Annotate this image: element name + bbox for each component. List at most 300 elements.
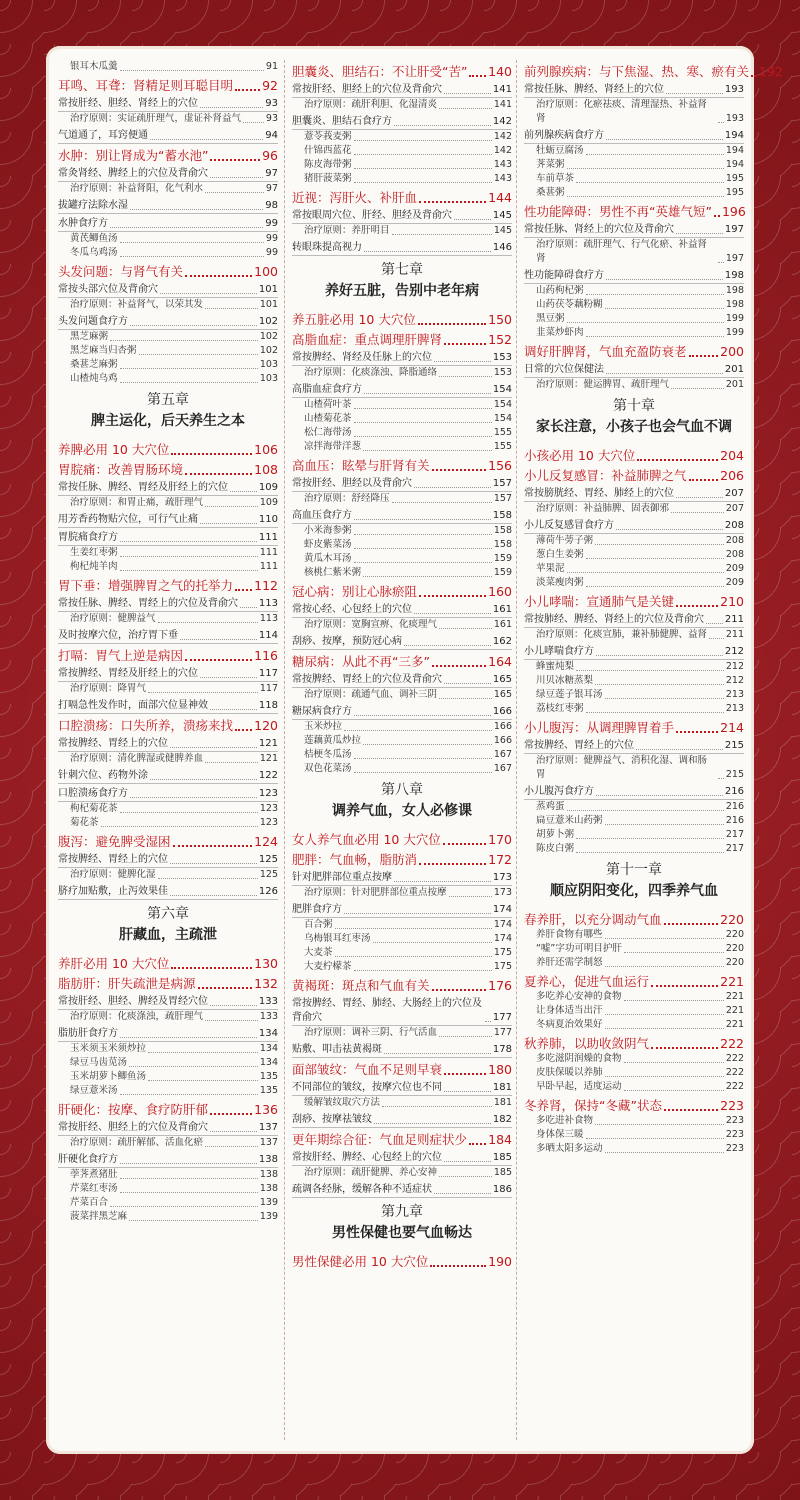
dot-leader [439,108,492,109]
toc-item[interactable] [524,220,744,238]
toc-subitem[interactable] [524,158,744,172]
toc-subitem[interactable] [58,496,278,510]
toc-page-number: 123 [258,788,278,799]
toc-subitem[interactable] [292,144,512,158]
toc-page-number: 161 [492,604,512,615]
toc-subitem[interactable] [58,112,278,126]
toc-page-number: 162 [492,636,512,647]
dot-leader [439,628,492,629]
dot-leader [130,325,257,326]
toc-item[interactable] [292,1078,512,1096]
toc-entry-title: 治疗原则：疏肝健脾、养心安神 [304,1167,438,1178]
toc-subitem[interactable] [524,942,744,956]
toc-page-number: 211 [724,614,744,625]
toc-section[interactable] [58,260,278,280]
toc-section[interactable] [292,580,512,600]
toc-section[interactable] [58,952,278,972]
toc-subitem[interactable] [524,312,744,326]
toc-item[interactable] [292,112,512,130]
chapter-number: 第八章 [381,782,423,798]
toc-item[interactable] [58,1118,278,1136]
dot-leader [139,354,258,355]
toc-subitem[interactable] [292,960,512,974]
toc-page-number: 220 [725,929,744,940]
toc-subitem[interactable] [292,538,512,552]
toc-subitem[interactable] [524,956,744,970]
toc-entry-title: 冬病夏治效果好 [536,1019,603,1030]
chapter-title: 调养气血，女人必修课 [332,803,472,819]
toc-page-number: 223 [725,1129,744,1140]
toc-section[interactable] [292,186,512,206]
dot-leader [158,878,258,879]
toc-section[interactable] [58,458,278,478]
toc-subitem[interactable] [292,618,512,632]
toc-section[interactable] [292,1250,512,1270]
toc-page-number: 93 [265,98,278,109]
toc-item[interactable] [292,1180,512,1198]
toc-subitem[interactable] [292,492,512,506]
toc-item[interactable] [58,94,278,112]
toc-subitem[interactable] [292,224,512,238]
toc-subitem[interactable] [524,754,744,782]
toc-item[interactable] [58,280,278,298]
toc-section[interactable] [524,340,744,360]
toc-subitem[interactable] [524,990,744,1004]
toc-section[interactable] [58,438,278,458]
toc-page-number: 197 [724,224,744,235]
toc-item[interactable] [524,642,744,660]
toc-item[interactable] [58,784,278,802]
toc-subitem[interactable] [58,1056,278,1070]
toc-subitem[interactable] [58,868,278,882]
toc-section[interactable] [58,1098,278,1118]
toc-entry-title: 玉米胡萝卜鲫鱼汤 [70,1071,147,1082]
toc-item[interactable] [58,528,278,546]
toc-page-number: 215 [724,740,744,751]
toc-section[interactable] [292,1058,512,1078]
toc-page-number: 196 [721,204,746,219]
toc-item[interactable] [58,1024,278,1042]
toc-item[interactable] [292,670,512,688]
toc-subitem[interactable] [292,1026,512,1040]
dot-leader [120,70,264,71]
toc-section[interactable] [292,828,512,848]
toc-item[interactable] [58,164,278,182]
toc-item[interactable] [292,474,512,492]
chapter-title: 男性保健也要气血畅达 [332,1225,472,1241]
toc-subitem[interactable] [292,688,512,702]
toc-section[interactable] [524,1094,744,1114]
toc-subitem[interactable] [292,886,512,900]
toc-entry-title: 贴敷、叩击祛黄褐斑 [292,1044,382,1055]
toc-subitem[interactable] [292,172,512,186]
toc-subitem[interactable] [292,552,512,566]
toc-page-number: 154 [493,413,512,424]
toc-item[interactable] [58,882,278,900]
toc-item[interactable] [58,664,278,682]
toc-item[interactable] [292,380,512,398]
toc-entry-title: 高脂血症食疗方 [292,384,362,395]
toc-item[interactable] [58,734,278,752]
dot-leader [444,343,486,345]
toc-section[interactable] [292,650,512,670]
toc-page-number: 207 [724,488,744,499]
dot-leader [354,140,492,141]
dot-leader [210,1131,257,1132]
toc-page-number: 97 [265,168,278,179]
toc-item[interactable] [292,900,512,918]
toc-subitem[interactable] [58,1196,278,1210]
toc-entry-title: 常按肝经、胆经上的穴位及背俞穴 [58,1122,208,1133]
toc-entry-title: 肝硬化食疗方 [58,1154,118,1165]
toc-subitem[interactable] [292,762,512,776]
toc-section[interactable] [524,590,744,610]
toc-subitem[interactable] [292,1166,512,1180]
toc-item[interactable] [58,696,278,714]
toc-subitem[interactable] [524,576,744,590]
dot-leader [392,234,492,235]
toc-page-number: 144 [488,190,512,205]
toc-subitem[interactable] [524,660,744,674]
toc-item[interactable] [58,992,278,1010]
toc-section[interactable] [58,144,278,164]
toc-entry-title: 核桃仁紫米粥 [304,567,362,578]
toc-item[interactable] [292,348,512,366]
toc-section[interactable] [292,1128,512,1148]
toc-item[interactable] [292,206,512,224]
toc-entry-title: 枸杞菊花茶 [70,803,118,814]
toc-item[interactable] [292,1040,512,1058]
dot-leader [120,368,258,369]
toc-item[interactable] [292,80,512,98]
toc-page-number: 220 [720,912,744,927]
toc-section[interactable] [58,74,278,94]
toc-entry-title: 常按脾经、胃经上的穴位 [524,740,634,751]
toc-entry-title: 芹菜红枣汤 [70,1183,118,1194]
toc-item[interactable] [292,994,512,1026]
toc-entry-title: 胡萝卜粥 [536,829,575,840]
toc-subitem[interactable] [58,1010,278,1024]
toc-item[interactable] [524,360,744,378]
toc-entry-title: 打嗝急性发作时，面部穴位显神效 [58,700,208,711]
toc-subitem[interactable] [58,1168,278,1182]
toc-section[interactable] [292,974,512,994]
toc-page-number: 103 [259,359,278,370]
toc-subitem[interactable] [524,842,744,856]
toc-subitem[interactable] [292,398,512,412]
toc-page-number: 170 [488,832,512,847]
toc-item[interactable] [292,238,512,256]
toc-page-number: 152 [488,332,512,347]
toc-section[interactable] [524,200,744,220]
toc-subitem[interactable] [524,562,744,576]
toc-item[interactable] [524,80,744,98]
dot-leader [205,506,258,507]
toc-section[interactable] [524,1032,744,1052]
toc-subitem[interactable] [58,1042,278,1056]
toc-subitem[interactable] [292,566,512,580]
toc-subitem[interactable] [524,674,744,688]
toc-entry-title: 黑芝麻当归杏粥 [70,345,137,356]
toc-subitem[interactable] [58,182,278,196]
toc-subitem[interactable] [524,326,744,340]
toc-section[interactable] [292,454,512,474]
toc-subitem[interactable] [58,246,278,260]
toc-entry-title: 大麦柠檬茶 [304,961,352,972]
toc-item[interactable] [58,594,278,612]
toc-page-number: 216 [724,786,744,797]
toc-item[interactable] [292,702,512,720]
toc-subitem[interactable] [524,186,744,200]
dot-leader [419,201,486,203]
toc-item[interactable] [292,600,512,618]
toc-section[interactable] [58,644,278,664]
toc-page-number: 102 [258,316,278,327]
toc-subitem[interactable] [524,828,744,842]
toc-item[interactable] [524,126,744,144]
toc-subitem[interactable] [58,344,278,358]
toc-subitem[interactable] [58,1136,278,1150]
toc-section[interactable] [292,848,512,868]
dot-leader [443,843,486,845]
toc-subitem[interactable] [292,1096,512,1110]
toc-item[interactable] [58,626,278,644]
dot-leader [454,219,491,220]
toc-item[interactable] [58,1150,278,1168]
toc-entry-title: 黑豆粥 [536,313,565,324]
toc-subitem[interactable] [292,412,512,426]
toc-subitem[interactable] [58,298,278,312]
dot-leader [651,1047,718,1049]
toc-subitem[interactable] [292,748,512,762]
toc-subitem[interactable] [58,802,278,816]
toc-subitem[interactable] [524,298,744,312]
toc-section[interactable] [524,908,744,928]
toc-subitem[interactable] [524,1052,744,1066]
chapter-number: 第七章 [381,262,423,278]
toc-entry-title: 治疗原则：疏肝解郁、活血化瘀 [70,1137,204,1148]
toc-page-number: 211 [725,629,744,640]
toc-entry-title: 蜂蜜炖梨 [536,661,575,672]
toc-page-number: 140 [488,64,512,79]
toc-subitem[interactable] [58,682,278,696]
toc-item[interactable] [292,632,512,650]
toc-subitem[interactable] [524,814,744,828]
toc-column-1 [58,60,278,1224]
toc-entry-title: 山楂菊花茶 [304,413,352,424]
toc-subitem[interactable] [524,1114,744,1128]
toc-page-number: 93 [265,113,278,124]
dot-leader [185,473,252,475]
toc-subitem[interactable] [292,720,512,734]
toc-subitem[interactable] [524,800,744,814]
dot-leader [243,122,264,123]
toc-subitem[interactable] [524,548,744,562]
dot-leader [576,182,724,183]
toc-subitem[interactable] [524,98,744,126]
toc-subitem[interactable] [292,98,512,112]
dot-leader [595,684,724,685]
toc-subitem[interactable] [58,612,278,626]
toc-subitem[interactable] [524,628,744,642]
toc-subitem[interactable] [58,232,278,246]
toc-subitem[interactable] [292,946,512,960]
toc-subitem[interactable] [524,284,744,298]
toc-item[interactable] [58,214,278,232]
toc-entry-title: 糖尿病食疗方 [292,706,352,717]
toc-item[interactable] [58,312,278,330]
toc-item[interactable] [58,196,278,214]
toc-subitem[interactable] [58,1182,278,1196]
toc-entry-title: 夏养心，促进气血运行 [524,974,650,989]
toc-page-number: 101 [258,284,278,295]
dot-leader [205,1146,258,1147]
toc-section[interactable] [292,308,512,328]
toc-subitem[interactable] [524,1142,744,1156]
toc-subitem[interactable] [292,440,512,454]
toc-subitem[interactable] [58,546,278,560]
toc-item[interactable] [58,766,278,784]
toc-item[interactable] [524,516,744,534]
toc-item[interactable] [58,478,278,496]
dot-leader [444,1091,491,1092]
toc-subitem[interactable] [524,172,744,186]
toc-page-number: 116 [254,648,278,663]
toc-subitem[interactable] [292,932,512,946]
toc-entry-title: 常按任脉、肾经上的穴位及背俞穴 [524,224,674,235]
toc-section[interactable] [58,574,278,594]
toc-page-number: 181 [492,1082,512,1093]
chapter-number: 第十章 [613,398,655,414]
toc-subitem[interactable] [292,426,512,440]
toc-subitem[interactable] [292,524,512,538]
toc-section[interactable] [292,328,512,348]
dot-leader [605,938,724,939]
toc-subitem[interactable] [58,372,278,386]
toc-section[interactable] [524,444,744,464]
dot-leader [418,323,486,325]
toc-subitem[interactable] [58,358,278,372]
toc-entry-title: 玉米须玉米须炒拉 [70,1043,147,1054]
toc-subitem[interactable] [292,130,512,144]
dot-leader [714,215,720,217]
toc-subitem[interactable] [524,378,744,392]
toc-entry-title: 脐疗加贴敷，止泻效果佳 [58,886,168,897]
chapter-title: 顺应阴阳变化，四季养气血 [550,883,718,899]
toc-item[interactable] [292,868,512,886]
toc-page-number: 136 [254,1102,278,1117]
toc-entry-title: 治疗原则：化痰涤浊，疏肝理气 [70,1011,204,1022]
toc-entry-title: 常按头部穴位及背俞穴 [58,284,158,295]
toc-subitem[interactable] [58,560,278,574]
toc-subitem[interactable] [58,330,278,344]
toc-section[interactable] [524,464,744,484]
toc-item[interactable] [58,510,278,528]
dot-leader [130,797,257,798]
toc-item[interactable] [58,126,278,144]
toc-subitem[interactable] [58,1210,278,1224]
toc-subitem[interactable] [58,1070,278,1084]
toc-page-number: 173 [493,887,512,898]
toc-section[interactable] [524,970,744,990]
toc-page-number: 91 [265,61,278,72]
toc-page-number: 102 [259,331,278,342]
toc-section[interactable] [524,716,744,736]
dot-leader [180,639,257,640]
toc-item[interactable] [524,484,744,502]
toc-page-number: 117 [258,668,278,679]
toc-item[interactable] [524,610,744,628]
toc-item[interactable] [524,266,744,284]
toc-subitem[interactable] [524,534,744,548]
toc-page-number: 198 [725,285,744,296]
toc-page-number: 114 [258,630,278,641]
toc-subitem[interactable] [524,1080,744,1094]
dot-leader [439,1176,492,1177]
toc-subitem[interactable] [524,238,744,266]
dot-leader [364,251,491,252]
toc-item[interactable] [58,850,278,868]
toc-entry-title: 胃脘痛食疗方 [58,532,118,543]
toc-subitem[interactable] [524,1128,744,1142]
toc-page-number: 122 [258,770,278,781]
toc-item[interactable] [524,782,744,800]
toc-subitem[interactable] [524,928,744,942]
toc-subitem[interactable] [58,816,278,830]
toc-page-number: 215 [725,769,744,780]
toc-section[interactable] [58,972,278,992]
toc-subitem[interactable] [524,502,744,516]
toc-page-number: 201 [724,364,744,375]
toc-subitem[interactable] [524,1004,744,1018]
toc-entry-title: 糖尿病：从此不再“三多” [292,654,430,669]
dot-leader [432,989,487,991]
toc-section[interactable] [58,714,278,734]
toc-subitem[interactable] [524,1018,744,1032]
toc-subitem[interactable] [292,366,512,380]
toc-section[interactable] [524,60,783,80]
toc-subitem[interactable] [292,158,512,172]
toc-item[interactable] [292,506,512,524]
toc-subitem[interactable] [524,1066,744,1080]
dot-leader [110,1206,258,1207]
dot-leader [354,534,492,535]
toc-subitem[interactable] [292,734,512,748]
toc-entry-title: 治疗原则：宽胸宣痹、化痰理气 [304,619,438,630]
toc-entry-title: 车前草茶 [536,173,575,184]
toc-subitem[interactable] [58,752,278,766]
toc-item[interactable] [292,1110,512,1128]
toc-entry-title: 小儿哮喘：宣通肺气是关键 [524,594,675,609]
toc-subitem[interactable] [292,918,512,932]
toc-entry-title: 缓解皱纹取穴方法 [304,1097,381,1108]
toc-entry-title: 小米海参粥 [304,525,352,536]
toc-item[interactable] [524,736,744,754]
toc-subitem[interactable] [58,60,278,74]
dot-leader [624,1090,724,1091]
toc-page-number: 220 [725,957,744,968]
toc-subitem[interactable] [524,144,744,158]
toc-section[interactable] [292,60,512,80]
toc-section[interactable] [58,830,278,850]
dot-leader [235,729,252,731]
toc-entry-title: 治疗原则：健运脾胃、疏肝理气 [536,379,670,390]
toc-item[interactable] [292,1148,512,1166]
toc-subitem[interactable] [524,688,744,702]
toc-subitem[interactable] [524,702,744,716]
toc-subitem[interactable] [58,1084,278,1098]
toc-page-number: 221 [725,1005,744,1016]
